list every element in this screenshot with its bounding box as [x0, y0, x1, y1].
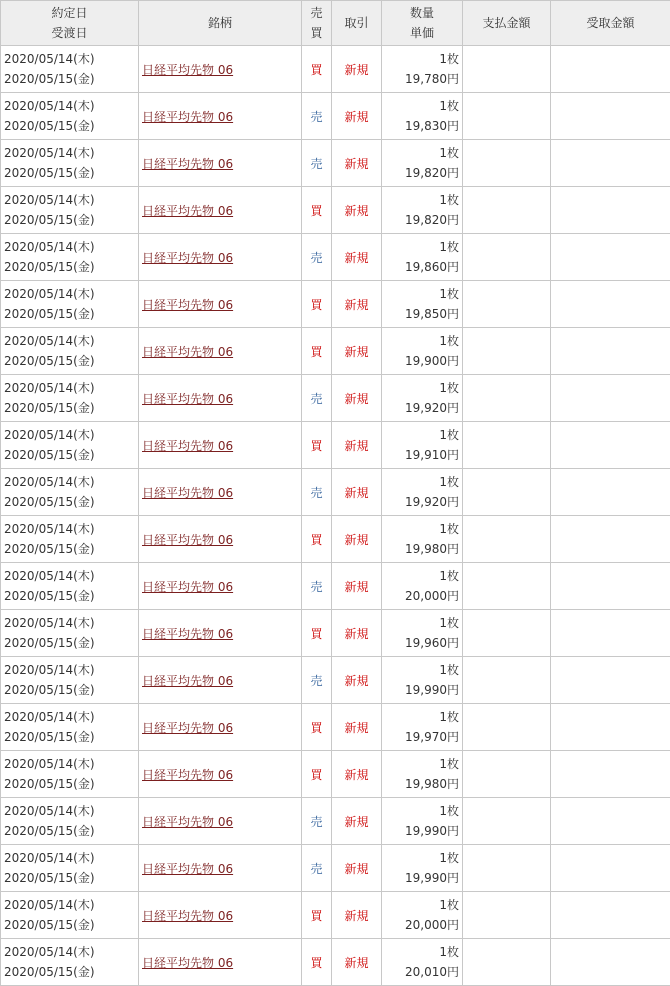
qty-price-cell: [382, 563, 463, 610]
unit-price: 19,910円: [382, 445, 459, 465]
dates-cell: [1, 563, 139, 610]
trade-type-cell: 新規: [332, 328, 382, 375]
header-pay: 支払金額: [463, 1, 551, 46]
security-name-link[interactable]: 日経平均先物 06: [142, 721, 233, 735]
dates-cell: [1, 281, 139, 328]
trade-type-cell: 新規: [332, 469, 382, 516]
unit-price: 19,920円: [382, 398, 459, 418]
receive-amount-cell: [551, 234, 670, 281]
settle-date: 2020/05/15(金): [4, 539, 138, 559]
settle-date: 2020/05/15(金): [4, 351, 138, 371]
table-row: [1, 516, 670, 563]
unit-price: 19,920円: [382, 492, 459, 512]
unit-price: 19,990円: [382, 868, 459, 888]
receive-amount-cell: [551, 187, 670, 234]
name-cell: [139, 187, 302, 234]
settle-date: 2020/05/15(金): [4, 586, 138, 606]
trade-date: 2020/05/14(木): [4, 519, 138, 539]
security-name-link[interactable]: 日経平均先物 06: [142, 439, 233, 453]
settle-date: 2020/05/15(金): [4, 633, 138, 653]
quantity: 1枚: [382, 848, 459, 868]
name-cell: [139, 892, 302, 939]
trade-date: 2020/05/14(木): [4, 331, 138, 351]
unit-price: 19,970円: [382, 727, 459, 747]
qty-price-cell: [382, 704, 463, 751]
settle-date: 2020/05/15(金): [4, 492, 138, 512]
qty-price-cell: [382, 187, 463, 234]
table-body: [1, 46, 670, 986]
table-row: [1, 751, 670, 798]
unit-price: 19,820円: [382, 210, 459, 230]
qty-price-cell: [382, 469, 463, 516]
pay-amount-cell: [463, 845, 551, 892]
pay-amount-cell: [463, 516, 551, 563]
pay-amount-cell: [463, 187, 551, 234]
header-name: 銘柄: [139, 1, 302, 46]
security-name-link[interactable]: 日経平均先物 06: [142, 110, 233, 124]
table-row: [1, 704, 670, 751]
qty-price-cell: [382, 375, 463, 422]
settle-date: 2020/05/15(金): [4, 304, 138, 324]
settle-date: 2020/05/15(金): [4, 210, 138, 230]
receive-amount-cell: [551, 657, 670, 704]
table-row: [1, 657, 670, 704]
trade-type-cell: 新規: [332, 798, 382, 845]
pay-amount-cell: [463, 939, 551, 986]
receive-amount-cell: [551, 328, 670, 375]
quantity: 1枚: [382, 49, 459, 69]
header-row: [1, 1, 670, 46]
settle-date: 2020/05/15(金): [4, 445, 138, 465]
receive-amount-cell: [551, 281, 670, 328]
dates-cell: [1, 704, 139, 751]
name-cell: [139, 93, 302, 140]
qty-price-cell: [382, 140, 463, 187]
trade-date: 2020/05/14(木): [4, 801, 138, 821]
quantity: 1枚: [382, 190, 459, 210]
table-row: [1, 422, 670, 469]
quantity: 1枚: [382, 143, 459, 163]
header-side-sell: 売: [302, 3, 331, 23]
side-cell: 買: [302, 704, 332, 751]
settle-date: 2020/05/15(金): [4, 163, 138, 183]
pay-amount-cell: [463, 563, 551, 610]
name-cell: [139, 610, 302, 657]
trade-type-cell: 新規: [332, 892, 382, 939]
table-row: [1, 610, 670, 657]
receive-amount-cell: [551, 375, 670, 422]
trade-type-cell: 新規: [332, 939, 382, 986]
security-name-link[interactable]: 日経平均先物 06: [142, 533, 233, 547]
security-name-link[interactable]: 日経平均先物 06: [142, 956, 233, 970]
quantity: 1枚: [382, 707, 459, 727]
dates-cell: [1, 422, 139, 469]
unit-price: 19,990円: [382, 821, 459, 841]
quantity: 1枚: [382, 331, 459, 351]
side-cell: 買: [302, 187, 332, 234]
pay-amount-cell: [463, 93, 551, 140]
trade-date: 2020/05/14(木): [4, 378, 138, 398]
dates-cell: [1, 939, 139, 986]
settle-date: 2020/05/15(金): [4, 774, 138, 794]
quantity: 1枚: [382, 519, 459, 539]
receive-amount-cell: [551, 751, 670, 798]
unit-price: 19,900円: [382, 351, 459, 371]
settle-date: 2020/05/15(金): [4, 116, 138, 136]
table-row: [1, 563, 670, 610]
side-cell: 買: [302, 328, 332, 375]
pay-amount-cell: [463, 422, 551, 469]
quantity: 1枚: [382, 754, 459, 774]
unit-price: 19,860円: [382, 257, 459, 277]
trade-date: 2020/05/14(木): [4, 566, 138, 586]
name-cell: [139, 845, 302, 892]
table-row: [1, 46, 670, 93]
unit-price: 19,850円: [382, 304, 459, 324]
receive-amount-cell: [551, 610, 670, 657]
name-cell: [139, 469, 302, 516]
pay-amount-cell: [463, 328, 551, 375]
qty-price-cell: [382, 422, 463, 469]
side-cell: 買: [302, 46, 332, 93]
quantity: 1枚: [382, 96, 459, 116]
header-trade-date: 約定日: [1, 3, 138, 23]
pay-amount-cell: [463, 281, 551, 328]
table-row: [1, 281, 670, 328]
security-name-link[interactable]: 日経平均先物 06: [142, 815, 233, 829]
header-side-buy: 買: [302, 23, 331, 43]
qty-price-cell: [382, 281, 463, 328]
settle-date: 2020/05/15(金): [4, 868, 138, 888]
trade-type-cell: 新規: [332, 140, 382, 187]
receive-amount-cell: [551, 798, 670, 845]
settle-date: 2020/05/15(金): [4, 727, 138, 747]
trade-type-cell: 新規: [332, 516, 382, 563]
header-receive: 受取金額: [551, 1, 670, 46]
receive-amount-cell: [551, 845, 670, 892]
settle-date: 2020/05/15(金): [4, 257, 138, 277]
quantity: 1枚: [382, 425, 459, 445]
name-cell: [139, 234, 302, 281]
quantity: 1枚: [382, 284, 459, 304]
side-cell: 買: [302, 939, 332, 986]
dates-cell: [1, 610, 139, 657]
header-type: 取引: [332, 1, 382, 46]
trade-type-cell: 新規: [332, 422, 382, 469]
unit-price: 19,820円: [382, 163, 459, 183]
dates-cell: [1, 328, 139, 375]
security-name-link[interactable]: 日経平均先物 06: [142, 768, 233, 782]
trade-date: 2020/05/14(木): [4, 848, 138, 868]
settle-date: 2020/05/15(金): [4, 398, 138, 418]
quantity: 1枚: [382, 378, 459, 398]
side-cell: 売: [302, 845, 332, 892]
side-cell: 売: [302, 93, 332, 140]
dates-cell: [1, 798, 139, 845]
side-cell: 買: [302, 281, 332, 328]
side-cell: 買: [302, 892, 332, 939]
security-name-link[interactable]: 日経平均先物 06: [142, 392, 233, 406]
quantity: 1枚: [382, 660, 459, 680]
dates-cell: [1, 892, 139, 939]
table-row: [1, 187, 670, 234]
trade-type-cell: 新規: [332, 610, 382, 657]
trade-date: 2020/05/14(木): [4, 754, 138, 774]
name-cell: [139, 563, 302, 610]
qty-price-cell: [382, 234, 463, 281]
trade-date: 2020/05/14(木): [4, 707, 138, 727]
receive-amount-cell: [551, 422, 670, 469]
trade-type-cell: 新規: [332, 187, 382, 234]
qty-price-cell: [382, 845, 463, 892]
unit-price: 19,980円: [382, 539, 459, 559]
table-row: [1, 469, 670, 516]
trade-type-cell: 新規: [332, 375, 382, 422]
dates-cell: [1, 657, 139, 704]
trade-date: 2020/05/14(木): [4, 472, 138, 492]
qty-price-cell: [382, 610, 463, 657]
pay-amount-cell: [463, 46, 551, 93]
pay-amount-cell: [463, 234, 551, 281]
quantity: 1枚: [382, 237, 459, 257]
security-name-link[interactable]: 日経平均先物 06: [142, 345, 233, 359]
qty-price-cell: [382, 798, 463, 845]
receive-amount-cell: [551, 93, 670, 140]
dates-cell: [1, 140, 139, 187]
name-cell: [139, 140, 302, 187]
pay-amount-cell: [463, 657, 551, 704]
table-row: [1, 93, 670, 140]
security-name-link[interactable]: 日経平均先物 06: [142, 251, 233, 265]
trade-type-cell: 新規: [332, 563, 382, 610]
quantity: 1枚: [382, 895, 459, 915]
pay-amount-cell: [463, 892, 551, 939]
dates-cell: [1, 469, 139, 516]
receive-amount-cell: [551, 704, 670, 751]
table-row: [1, 939, 670, 986]
receive-amount-cell: [551, 939, 670, 986]
side-cell: 売: [302, 140, 332, 187]
unit-price: 19,830円: [382, 116, 459, 136]
trade-date: 2020/05/14(木): [4, 942, 138, 962]
pay-amount-cell: [463, 140, 551, 187]
pay-amount-cell: [463, 751, 551, 798]
dates-cell: [1, 234, 139, 281]
unit-price: 20,000円: [382, 915, 459, 935]
table-row: [1, 845, 670, 892]
name-cell: [139, 328, 302, 375]
name-cell: [139, 704, 302, 751]
dates-cell: [1, 187, 139, 234]
trade-date: 2020/05/14(木): [4, 190, 138, 210]
trade-date: 2020/05/14(木): [4, 284, 138, 304]
trade-date: 2020/05/14(木): [4, 143, 138, 163]
receive-amount-cell: [551, 563, 670, 610]
name-cell: [139, 422, 302, 469]
qty-price-cell: [382, 657, 463, 704]
dates-cell: [1, 751, 139, 798]
receive-amount-cell: [551, 140, 670, 187]
quantity: 1枚: [382, 472, 459, 492]
security-name-link[interactable]: 日経平均先物 06: [142, 157, 233, 171]
header-settle-date: 受渡日: [1, 23, 138, 43]
name-cell: [139, 46, 302, 93]
header-dates: [1, 1, 139, 46]
security-name-link[interactable]: 日経平均先物 06: [142, 909, 233, 923]
side-cell: 売: [302, 469, 332, 516]
qty-price-cell: [382, 892, 463, 939]
trade-type-cell: 新規: [332, 845, 382, 892]
trade-date: 2020/05/14(木): [4, 96, 138, 116]
quantity: 1枚: [382, 801, 459, 821]
security-name-link[interactable]: 日経平均先物 06: [142, 580, 233, 594]
receive-amount-cell: [551, 46, 670, 93]
trade-date: 2020/05/14(木): [4, 613, 138, 633]
security-name-link[interactable]: 日経平均先物 06: [142, 298, 233, 312]
unit-price: 19,980円: [382, 774, 459, 794]
quantity: 1枚: [382, 613, 459, 633]
pay-amount-cell: [463, 704, 551, 751]
dates-cell: [1, 516, 139, 563]
side-cell: 買: [302, 751, 332, 798]
trade-date: 2020/05/14(木): [4, 425, 138, 445]
name-cell: [139, 798, 302, 845]
pay-amount-cell: [463, 375, 551, 422]
dates-cell: [1, 46, 139, 93]
receive-amount-cell: [551, 516, 670, 563]
settle-date: 2020/05/15(金): [4, 962, 138, 982]
security-name-link[interactable]: 日経平均先物 06: [142, 63, 233, 77]
table-row: [1, 892, 670, 939]
security-name-link[interactable]: 日経平均先物 06: [142, 862, 233, 876]
table-row: [1, 140, 670, 187]
name-cell: [139, 281, 302, 328]
qty-price-cell: [382, 751, 463, 798]
unit-price: 19,780円: [382, 69, 459, 89]
side-cell: 買: [302, 610, 332, 657]
header-qty-price: [382, 1, 463, 46]
qty-price-cell: [382, 328, 463, 375]
security-name-link[interactable]: 日経平均先物 06: [142, 674, 233, 688]
trade-type-cell: 新規: [332, 281, 382, 328]
side-cell: 売: [302, 375, 332, 422]
qty-price-cell: [382, 93, 463, 140]
dates-cell: [1, 375, 139, 422]
trade-date: 2020/05/14(木): [4, 237, 138, 257]
qty-price-cell: [382, 46, 463, 93]
settle-date: 2020/05/15(金): [4, 680, 138, 700]
unit-price: 20,010円: [382, 962, 459, 982]
trade-date: 2020/05/14(木): [4, 895, 138, 915]
quantity: 1枚: [382, 566, 459, 586]
settle-date: 2020/05/15(金): [4, 821, 138, 841]
side-cell: 買: [302, 516, 332, 563]
pay-amount-cell: [463, 798, 551, 845]
table-header: [1, 1, 670, 46]
unit-price: 20,000円: [382, 586, 459, 606]
qty-price-cell: [382, 516, 463, 563]
dates-cell: [1, 845, 139, 892]
name-cell: [139, 375, 302, 422]
name-cell: [139, 939, 302, 986]
trade-type-cell: 新規: [332, 704, 382, 751]
name-cell: [139, 657, 302, 704]
side-cell: 買: [302, 422, 332, 469]
qty-price-cell: [382, 939, 463, 986]
side-cell: 売: [302, 234, 332, 281]
security-name-link[interactable]: 日経平均先物 06: [142, 627, 233, 641]
trade-date: 2020/05/14(木): [4, 660, 138, 680]
pay-amount-cell: [463, 610, 551, 657]
settle-date: 2020/05/15(金): [4, 915, 138, 935]
side-cell: 売: [302, 798, 332, 845]
trade-type-cell: 新規: [332, 46, 382, 93]
table-row: [1, 798, 670, 845]
pay-amount-cell: [463, 469, 551, 516]
table-row: [1, 375, 670, 422]
quantity: 1枚: [382, 942, 459, 962]
receive-amount-cell: [551, 469, 670, 516]
trade-type-cell: 新規: [332, 657, 382, 704]
settle-date: 2020/05/15(金): [4, 69, 138, 89]
unit-price: 19,990円: [382, 680, 459, 700]
name-cell: [139, 751, 302, 798]
side-cell: 売: [302, 563, 332, 610]
table-row: [1, 234, 670, 281]
header-side: [302, 1, 332, 46]
side-cell: 売: [302, 657, 332, 704]
header-qty: 数量: [382, 3, 462, 23]
dates-cell: [1, 93, 139, 140]
trade-type-cell: 新規: [332, 234, 382, 281]
receive-amount-cell: [551, 892, 670, 939]
trade-type-cell: 新規: [332, 751, 382, 798]
security-name-link[interactable]: 日経平均先物 06: [142, 204, 233, 218]
table-row: [1, 328, 670, 375]
name-cell: [139, 516, 302, 563]
header-price: 単価: [382, 23, 462, 43]
trade-date: 2020/05/14(木): [4, 49, 138, 69]
security-name-link[interactable]: 日経平均先物 06: [142, 486, 233, 500]
unit-price: 19,960円: [382, 633, 459, 653]
trade-type-cell: 新規: [332, 93, 382, 140]
